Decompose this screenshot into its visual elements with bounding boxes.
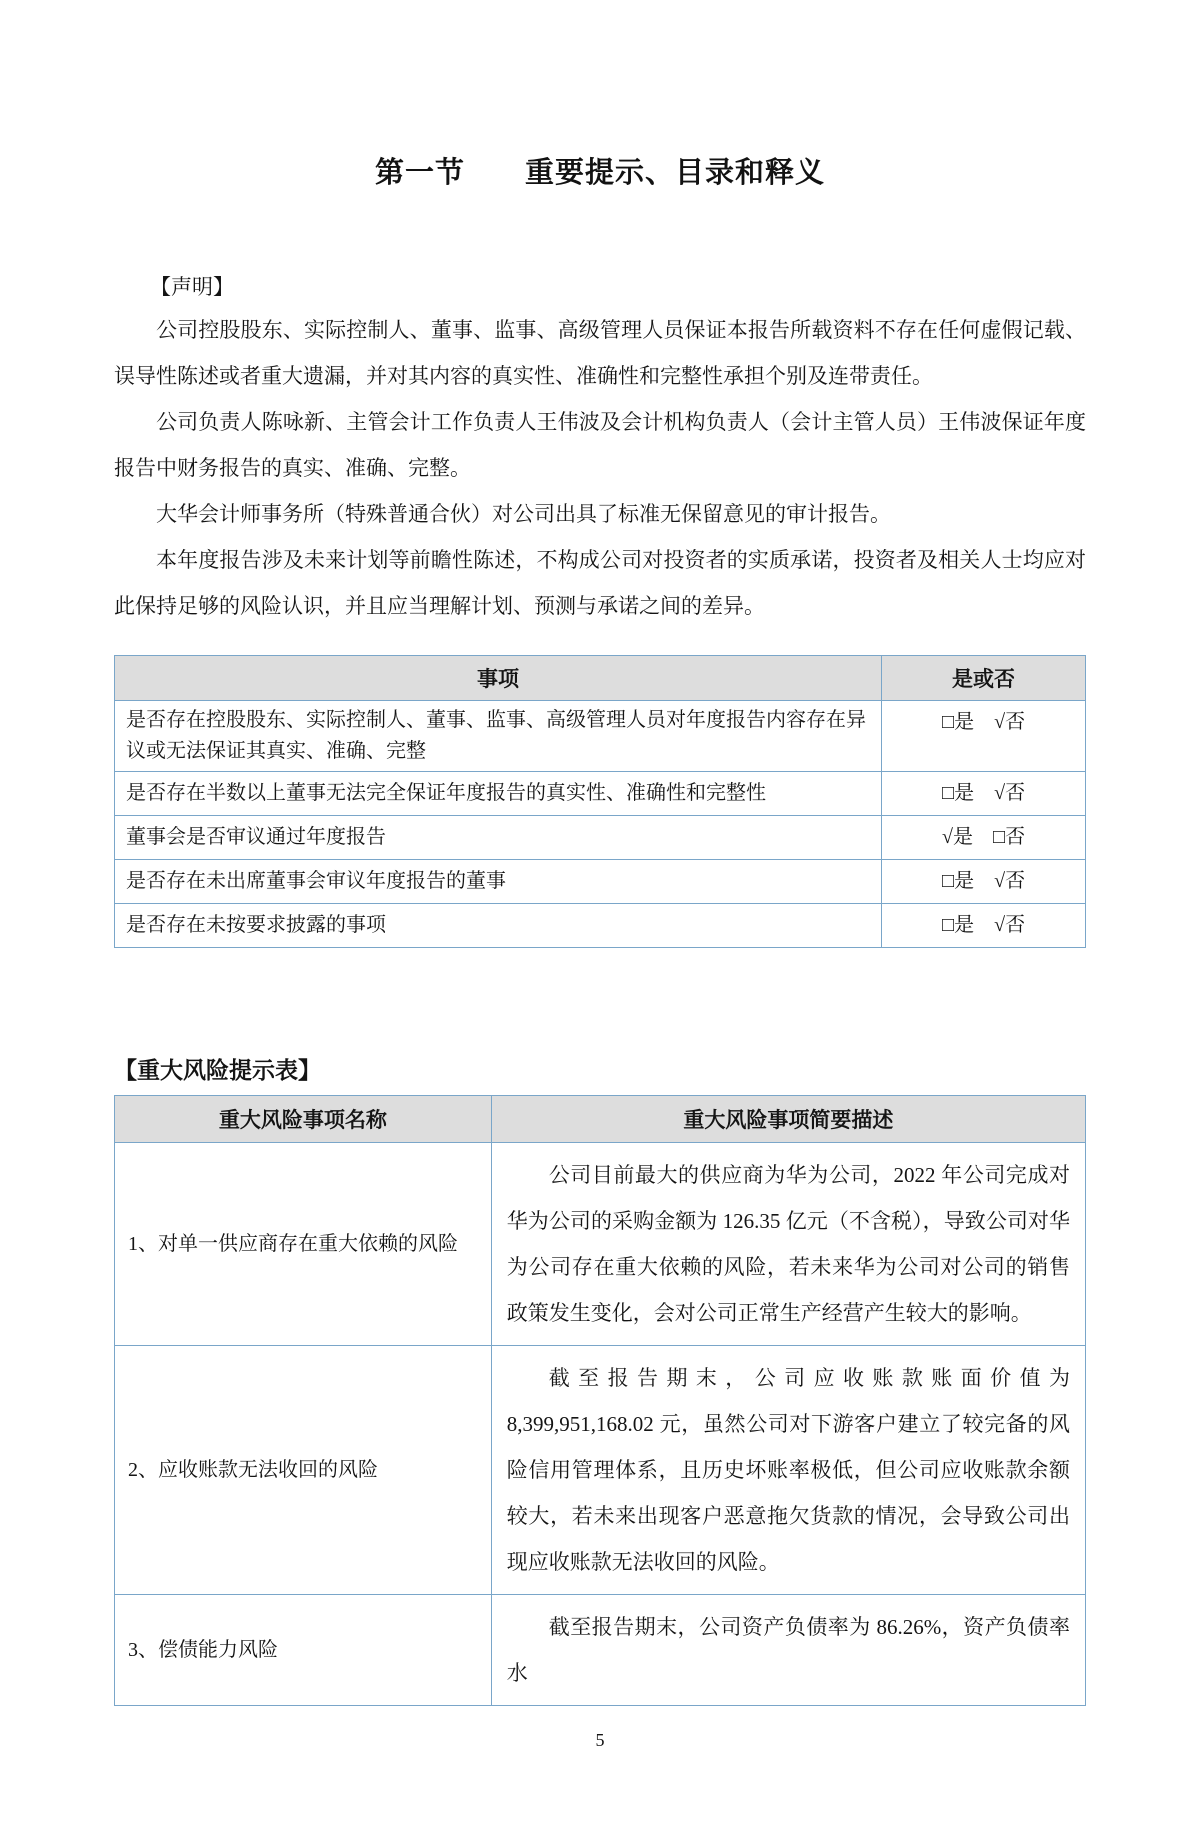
statement-item: 是否存在未按要求披露的事项 [115,904,882,948]
table-row [115,1595,1086,1706]
declaration-paragraph: 公司控股股东、实际控制人、董事、监事、高级管理人员保证本报告所载资料不存在任何虚假记载、误导性陈述或者重大遗漏，并对其内容的真实性、准确性和完整性承担个别及连带责任。 [114,318,1086,388]
risk-header-row [115,1096,1086,1143]
risk-description: 截至报告期末，公司应收账款账面价值为 8,399,951,168.02 元，虽然公司对下游客户建立了较完备的风险信用管理体系，且历史坏账率极低，但公司应收账款余额较大，若未来出现客户恶意拖欠货款的情况，会导致公司出现应收账款无法收回的风险。 [491,1346,1085,1595]
risk-description: 公司目前最大的供应商为华为公司，2022 年公司完成对华为公司的采购金额为 126.35 亿元（不含税），导致公司对华为公司存在重大依赖的风险，若未来华为公司对公司的销售政策发生变化，会对公司正常生产经营产生较大的影响。 [491,1143,1085,1346]
declaration-paragraph: 大华会计师事务所（特殊普通合伙）对公司出具了标准无保留意见的审计报告。 [156,502,891,526]
declaration-heading: 【声明】 [150,275,234,299]
document-page [0,150,1200,1846]
table-row [115,860,1086,904]
table-row [115,904,1086,948]
statement-answer: □是 √否 [882,904,1086,948]
risk-description: 截至报告期末，公司资产负债率为 86.26%，资产负债率水 [491,1595,1085,1706]
declaration-paragraph: 公司负责人陈咏新、主管会计工作负责人王伟波及会计机构负责人（会计主管人员）王伟波保证年度报告中财务报告的真实、准确、完整。 [114,410,1086,480]
statement-answer: □是 √否 [882,860,1086,904]
statement-table [114,655,1086,948]
statement-item: 董事会是否审议通过年度报告 [115,816,882,860]
table-row [115,1346,1086,1595]
declaration-paragraphs [114,307,1086,629]
table-row [115,1143,1086,1346]
table-row [115,816,1086,860]
statement-item: 是否存在半数以上董事无法完全保证年度报告的真实性、准确性和完整性 [115,772,882,816]
risk-name: 2、应收账款无法收回的风险 [115,1346,492,1595]
statement-header-item: 事项 [115,656,882,701]
statement-answer: □是 √否 [882,701,1086,772]
risk-name: 3、偿债能力风险 [115,1595,492,1706]
statement-header-answer: 是或否 [882,656,1086,701]
risk-table [114,1095,1086,1706]
risk-header-name: 重大风险事项名称 [115,1096,492,1143]
statement-item: 是否存在控股股东、实际控制人、董事、监事、高级管理人员对年度报告内容存在异议或无法保证其真实、准确、完整 [115,701,882,772]
statement-answer: √是 □否 [882,816,1086,860]
page-number: 5 [595,1730,605,1750]
table-row [115,701,1086,772]
statement-item: 是否存在未出席董事会审议年度报告的董事 [115,860,882,904]
declaration-paragraph: 本年度报告涉及未来计划等前瞻性陈述，不构成公司对投资者的实质承诺，投资者及相关人士均应对此保持足够的风险认识，并且应当理解计划、预测与承诺之间的差异。 [114,548,1086,618]
statement-header-row [115,656,1086,701]
page-title: 第一节 重要提示、目录和释义 [374,157,825,189]
risk-section-heading: 【重大风险提示表】 [114,1057,321,1083]
table-row [115,772,1086,816]
statement-answer: □是 √否 [882,772,1086,816]
risk-name: 1、对单一供应商存在重大依赖的风险 [115,1143,492,1346]
risk-header-description: 重大风险事项简要描述 [491,1096,1085,1143]
